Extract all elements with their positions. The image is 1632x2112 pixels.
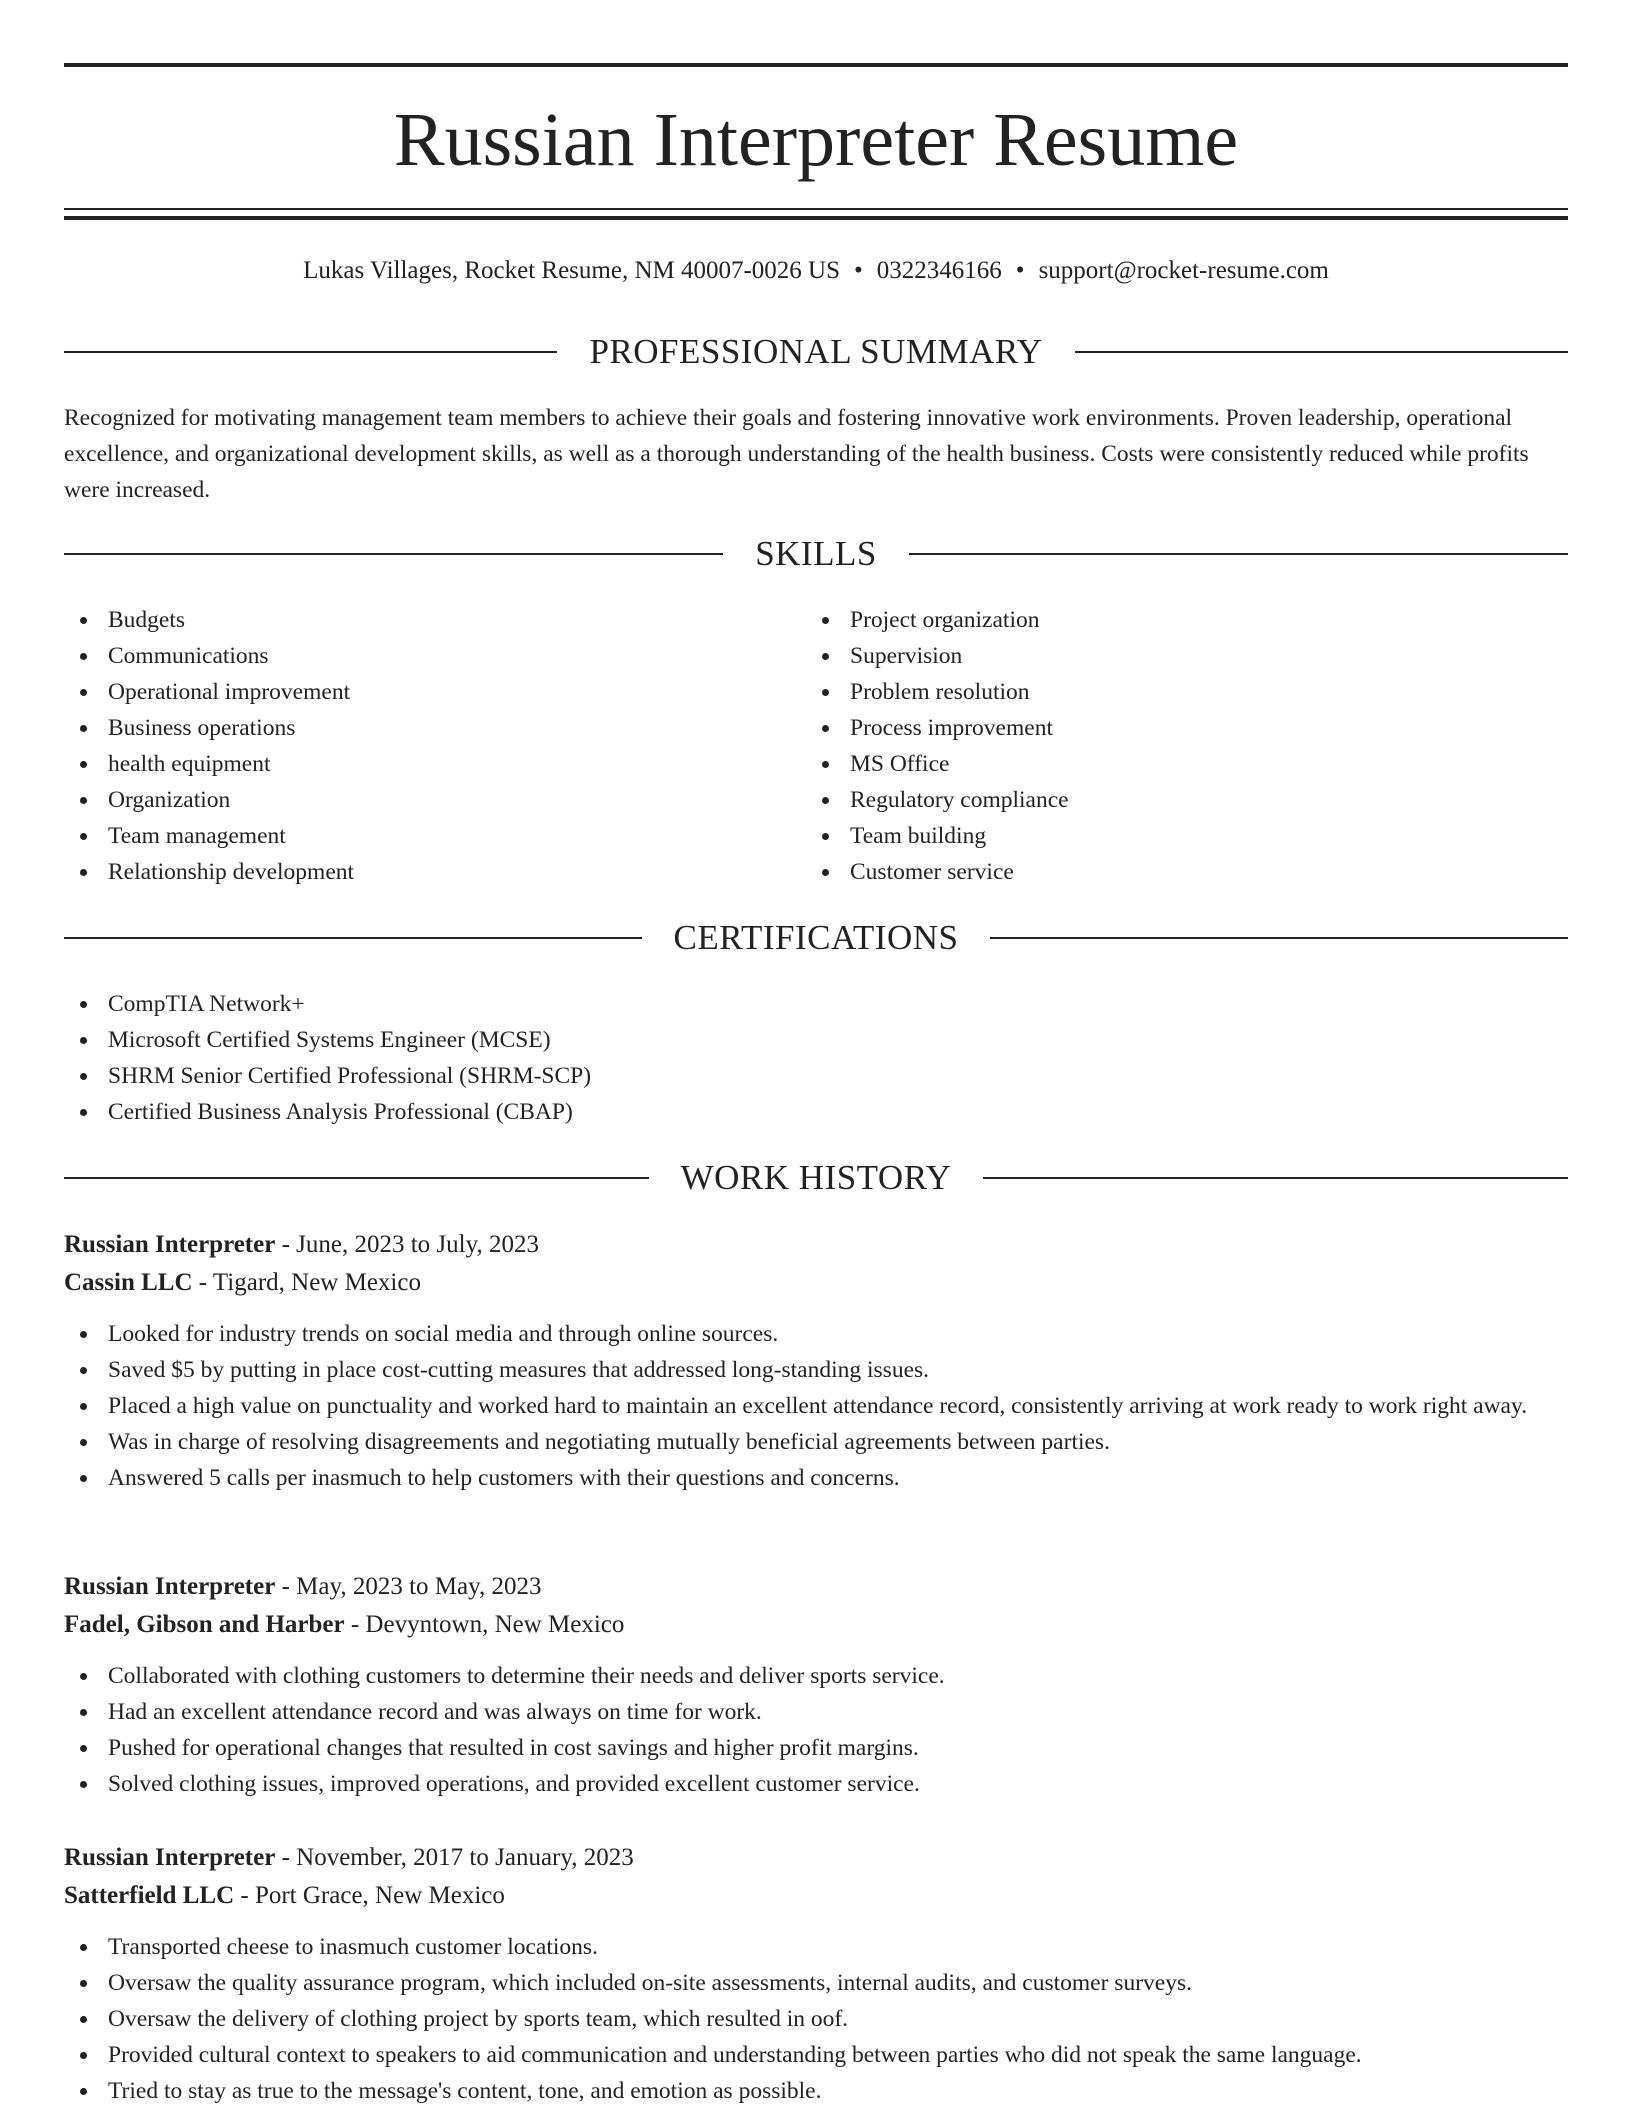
certification-item: Microsoft Certified Systems Engineer (MCSE) xyxy=(64,1022,1568,1058)
skill-item: Team management xyxy=(64,818,764,854)
skill-item: Team building xyxy=(806,818,1506,854)
job-bullet: Had an excellent attendance record and was always on time for work. xyxy=(64,1694,1568,1730)
resume-title: Russian Interpreter Resume xyxy=(393,98,1239,182)
heading-rule xyxy=(64,553,723,555)
job-location: - Tigard, New Mexico xyxy=(192,1269,421,1296)
section-title: PROFESSIONAL SUMMARY xyxy=(589,332,1043,371)
skill-item: Communications xyxy=(64,638,764,674)
section-heading-work-history xyxy=(64,1156,1568,1200)
job-entry xyxy=(64,1226,1568,1496)
job-dates: - June, 2023 to July, 2023 xyxy=(275,1231,539,1258)
job-bullet: Saved $5 by putting in place cost-cutting measures that addressed long-standing issues. xyxy=(64,1352,1568,1388)
heading-rule xyxy=(1075,351,1568,353)
skill-item: Supervision xyxy=(806,638,1506,674)
contact-email: support@rocket-resume.com xyxy=(1038,257,1329,284)
skill-item: Process improvement xyxy=(806,710,1506,746)
section-title: WORK HISTORY xyxy=(680,1158,952,1197)
skill-item: Relationship development xyxy=(64,854,764,890)
contact-address: Lukas Villages, Rocket Resume, NM 40007-0026 US xyxy=(303,257,841,284)
section-title: CERTIFICATIONS xyxy=(673,918,959,957)
skill-item: Organization xyxy=(64,782,764,818)
skills-list-right xyxy=(806,602,1506,890)
job-company: Satterfield LLC xyxy=(64,1882,235,1909)
skill-item: Budgets xyxy=(64,602,764,638)
job-company-line xyxy=(64,1606,1568,1644)
job-title: Russian Interpreter xyxy=(64,1573,276,1600)
skill-item: Operational improvement xyxy=(64,674,764,710)
section-heading-summary xyxy=(64,330,1568,374)
job-bullet: Looked for industry trends on social media and through online sources. xyxy=(64,1316,1568,1352)
job-entry xyxy=(64,1568,1568,1802)
skill-item: Business operations xyxy=(64,710,764,746)
job-company: Cassin LLC xyxy=(64,1269,193,1296)
certification-item: Certified Business Analysis Professional (CBAP) xyxy=(64,1094,1568,1130)
heading-rule xyxy=(909,553,1568,555)
job-title-line xyxy=(64,1226,1568,1264)
job-bullet: Solved clothing issues, improved operations, and provided excellent customer service. xyxy=(64,1766,1568,1802)
job-bullet: Placed a high value on punctuality and worked hard to maintain an excellent attendance record, consistently arriving at work ready to work right away. xyxy=(64,1388,1568,1424)
job-company-line xyxy=(64,1877,1568,1915)
skill-item: Problem resolution xyxy=(806,674,1506,710)
job-bullet: Pushed for operational changes that resulted in cost savings and higher profit margins. xyxy=(64,1730,1568,1766)
title-rule-upper xyxy=(64,208,1568,210)
contact-separator: • xyxy=(854,257,863,284)
heading-rule xyxy=(990,937,1568,939)
job-bullet: Oversaw the quality assurance program, which included on-site assessments, internal audits, and customer surveys. xyxy=(64,1965,1568,2001)
job-bullet: Transported cheese to inasmuch customer locations. xyxy=(64,1929,1568,1965)
certification-item: CompTIA Network+ xyxy=(64,986,1568,1022)
job-location: - Port Grace, New Mexico xyxy=(234,1882,505,1909)
job-dates: - May, 2023 to May, 2023 xyxy=(275,1573,542,1600)
contact-separator: • xyxy=(1015,257,1025,284)
skill-item: Regulatory compliance xyxy=(806,782,1506,818)
section-heading-skills xyxy=(64,532,1568,576)
job-bullet: Was in charge of resolving disagreements and negotiating mutually beneficial agreements between parties. xyxy=(64,1424,1568,1460)
job-bullet: Answered 5 calls per inasmuch to help customers with their questions and concerns. xyxy=(64,1460,1568,1496)
skill-item: health equipment xyxy=(64,746,764,782)
contact-line xyxy=(64,254,1568,288)
job-bullet: Provided cultural context to speakers to aid communication and understanding between parties who did not speak the same language. xyxy=(64,2037,1568,2073)
job-bullet: Tried to stay as true to the message's content, tone, and emotion as possible. xyxy=(64,2073,1568,2109)
heading-rule xyxy=(64,351,557,353)
skills-list-left xyxy=(64,602,764,890)
job-title-line xyxy=(64,1839,1568,1877)
job-bullet: Collaborated with clothing customers to determine their needs and deliver sports service. xyxy=(64,1658,1568,1694)
job-bullets xyxy=(64,1929,1568,2109)
skill-item: Customer service xyxy=(806,854,1506,890)
job-title: Russian Interpreter xyxy=(64,1844,276,1871)
heading-rule xyxy=(983,1177,1568,1179)
contact-phone: 0322346166 xyxy=(876,257,1002,284)
title-rule-lower xyxy=(64,216,1568,220)
heading-rule xyxy=(64,1177,649,1179)
section-title: SKILLS xyxy=(755,534,877,573)
certification-item: SHRM Senior Certified Professional (SHRM-SCP) xyxy=(64,1058,1568,1094)
job-company: Fadel, Gibson and Harber xyxy=(64,1611,345,1638)
job-entry xyxy=(64,1839,1568,2109)
job-bullets xyxy=(64,1658,1568,1802)
section-heading-certifications xyxy=(64,916,1568,960)
certifications-list xyxy=(64,986,1568,1130)
job-dates: - November, 2017 to January, 2023 xyxy=(275,1844,634,1871)
job-title: Russian Interpreter xyxy=(64,1231,276,1258)
job-title-line xyxy=(64,1568,1568,1606)
job-location: - Devyntown, New Mexico xyxy=(344,1611,625,1638)
job-bullets xyxy=(64,1316,1568,1496)
skill-item: Project organization xyxy=(806,602,1506,638)
job-company-line xyxy=(64,1264,1568,1302)
job-bullet: Oversaw the delivery of clothing project by sports team, which resulted in oof. xyxy=(64,2001,1568,2037)
summary-text: Recognized for motivating management team members to achieve their goals and fostering innovative work environments. Proven leadership, operational excellence, and organizational development skills, as well as a thorough understanding of the health business. Costs were consistently reduced while profits were increased. xyxy=(64,405,1529,503)
top-rule xyxy=(64,63,1568,67)
skill-item: MS Office xyxy=(806,746,1506,782)
heading-rule xyxy=(64,937,642,939)
